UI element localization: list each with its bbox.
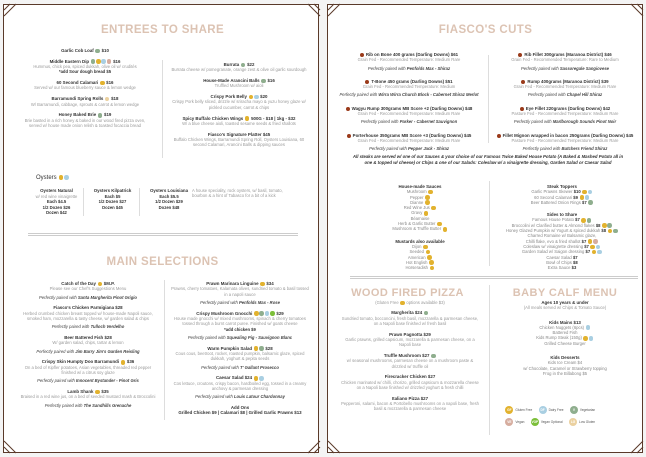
- item-description: Grain Fed - Recommended Temperature: Medium: [362, 84, 456, 90]
- item-description: Garlic prawns, grilled capsicum, mozzarella & parmesan cheese, on a Napoli base: [345, 336, 475, 348]
- list-item-name: American: [407, 254, 426, 260]
- item-description: Burrata cheese w/ pomegranate, orange zest & olive oil garlic sourdough: [171, 67, 307, 73]
- item-description: Grain Fed - Recommended Temperature: Medium Rare: [357, 111, 461, 117]
- lg-diet-icon: LG: [570, 420, 576, 424]
- pairing-prefix: Perfectly paired with: [201, 364, 240, 370]
- wine-name: Chapel Hill Shiraz: [566, 92, 603, 98]
- list-heading: Kids Desserts: [550, 355, 580, 361]
- list-item-name: Dianne: [410, 199, 424, 205]
- wine-name: Tulloch Verdelho: [90, 324, 125, 330]
- cuts-title: FIASCO'S CUTS: [438, 24, 533, 36]
- list-item-name: Honey Glazed Pumpkin w/ Yogurt & spiced dukkah: [505, 228, 601, 234]
- addons-list: Grilled Chicken $9 | Calamari $8 | Grilled Garlic Prawns $13: [178, 410, 302, 416]
- item-name: Burrata: [223, 62, 240, 67]
- item-name: Crispy Mushroom Gnocchi: [196, 310, 253, 316]
- list-item-name: Beer Battered Onion Rings: [530, 199, 581, 205]
- item-name: Italiano Pizza $27: [391, 395, 429, 401]
- oysters-note: A house speciality, rock oysters, w/ basil, tomato, bourbon & a hint of Tabasco for a bit of a kick: [192, 188, 283, 199]
- wine-name: Butchers Friend Shiraz: [561, 146, 608, 152]
- v-diet-icon: V: [570, 406, 578, 414]
- item-price: $29: [276, 310, 284, 316]
- list-item-name: Battered Fish: [552, 330, 578, 336]
- item-name: Crispy Pork Belly: [210, 94, 247, 100]
- item-name: Firecracker Chicken $27: [384, 374, 436, 380]
- item-price: $10: [101, 48, 109, 53]
- pairing-prefix: Perfectly paired with: [522, 146, 562, 152]
- item-name: Fiasco's Chicken Parmigiana: [53, 305, 115, 311]
- list-item-name: Gravy: [411, 210, 423, 216]
- item-description: Truffled Mushroom w/ aioli: [214, 83, 264, 89]
- oyster-price-each: Each $5.5: [159, 193, 179, 199]
- list-item-name: Bowl of Chips: [546, 259, 572, 265]
- item-price: $28: [104, 335, 112, 341]
- pairing-prefix: Perfectly paired with: [36, 348, 76, 354]
- list-item-name: Herb & Garlic Butter: [397, 221, 436, 227]
- mains-title: MAIN SELECTIONS: [106, 256, 219, 268]
- pairing-prefix: Perfectly paired with: [527, 92, 567, 98]
- list-item-name: Grilled Cheese Burger: [544, 340, 586, 346]
- list-item-name: Extra Sauce: [547, 265, 571, 271]
- pairing-prefix: Perfectly paired with: [51, 324, 91, 330]
- item-description: Braised in a red wine jus, on a bed of seeded mustard mash & Broccolini: [20, 394, 156, 400]
- item-price: $28: [265, 345, 273, 351]
- pairing-prefix: Perfectly paired with: [513, 119, 553, 125]
- list-heading: Steak Toppers: [547, 184, 577, 189]
- list-item-name: Garden Salad w/ Saigon dressing: [521, 249, 585, 255]
- vop-diet-icon: VOP: [531, 420, 539, 424]
- item-name: Rib Fillet 300grams (Maranoa District) $46: [524, 52, 612, 57]
- item-addon: *add Sour dough bread $5: [58, 69, 112, 75]
- item-name: House-Made Arancini Balls: [203, 78, 260, 84]
- item-price: $36: [126, 359, 135, 365]
- oyster-name: Oysters Kilpatrick: [93, 188, 132, 193]
- wine-name: Penfolds Max - Rose: [238, 299, 280, 305]
- list-item-price: $9: [573, 194, 578, 200]
- item-name: Truffle Mushroom $27: [383, 353, 430, 359]
- list-item-price: $3: [571, 265, 577, 271]
- item-name: Fiasco's Signature Platter: [207, 131, 262, 137]
- list-heading: House-made Sauces: [398, 184, 442, 189]
- item-name: Fillet Mignon wrapped in bacon 250grams (Darling Downs) $45: [502, 132, 634, 138]
- item-price: $16: [267, 78, 275, 84]
- list-item-price: $8: [573, 259, 578, 265]
- pairing-prefix: Perfectly paired with: [521, 65, 560, 71]
- item-description: Herbed crumbed chicken breast topped w/ house-made Napoli sauce, smoked ham, mozzarella & tasty cheese, w/ garden salad & chips: [23, 310, 153, 321]
- pairing-prefix: Perfectly paired with: [369, 146, 408, 152]
- item-description: W/ Barramundi, cabbage, sprouts & carrot & lemon wedge: [30, 101, 140, 107]
- item-description: House made gnocchi w/ mixed mushrooms, spinach & cherry tomatoes tossed through a burnt carrot puree. Finished w/ goats cheese: [174, 315, 306, 327]
- list-heading: Mustards also available: [395, 238, 445, 244]
- list-item-name: w/ Chocolate, Caramel or Strawberry topping: [523, 365, 607, 371]
- list-item-name: Chilli flake, evo & fried shallot: [525, 238, 581, 244]
- item-price: $22: [247, 62, 255, 67]
- list-item-name: Caesar Salad: [546, 254, 572, 260]
- oyster-name: Oysters Louisiana: [149, 188, 189, 193]
- list-item-price: $7: [584, 243, 589, 249]
- oyster-name: Oysters Natural: [40, 188, 73, 193]
- item-description: Please see our Chef's Suggestions Menu: [49, 286, 127, 292]
- item-description: Prawns, cherry tomatoes, Kalamata olives, sundried tomato & basil tossed in a napoli sauce: [171, 286, 309, 297]
- pairing-prefix: Perfectly paired with: [195, 394, 234, 400]
- item-price: $35: [101, 389, 109, 395]
- pizza-title: WOOD FIRED PIZZA: [351, 287, 464, 299]
- item-name: Rib on Bone 400 grams (Darling Downs) $61: [365, 52, 459, 57]
- item-name: Catch of the Day: [61, 281, 96, 286]
- list-item-name: Dijon: [411, 243, 422, 249]
- legend-label: Gluten Free: [515, 408, 533, 412]
- item-description: Grain Fed - Recommended Temperature: Medium Rare: [357, 137, 461, 143]
- wine-name: Innocent Bystander - Pinot Gris: [76, 378, 139, 384]
- item-description: Grain Fed - Recommended Temperature: Rare to Medium: [511, 57, 619, 63]
- list-item-name: Pepper: [409, 194, 424, 200]
- wine-name: Santa Margherita Pinot Grigio: [77, 294, 137, 300]
- item-name: Garlic Cob Loaf: [61, 48, 94, 53]
- list-item-name: Hot English: [406, 259, 428, 265]
- item-price: $28: [115, 305, 123, 311]
- gf-diet-icon: GF: [507, 408, 512, 412]
- item-name: Crispy Skin Humpty Doo Barramundi: [41, 359, 120, 365]
- pairing-prefix: Perfectly paired with: [187, 334, 227, 340]
- kids-ages: Ages 10 years & under: [541, 300, 589, 305]
- item-name: Honey Baked Brie: [58, 112, 97, 118]
- item-description: Brie basted in a rich honey & baked in our wood fired pizza oven, served w/ house made onion relish & toasted focaccia bread: [24, 117, 146, 128]
- item-name: Margherita $24: [391, 310, 423, 316]
- wine-name: Pepper Jack - Shiraz: [407, 146, 449, 152]
- pairing-prefix: Perfectly paired with: [367, 65, 407, 71]
- item-description: Hummus, chick pea, spiced dukkah, olive oil w/ crudités: [33, 64, 137, 70]
- item-name: T-Bone 450 grams (Darling Downs) $51: [371, 78, 453, 84]
- list-item-price: $8: [601, 228, 607, 234]
- legend-label: Vegan Optional: [540, 420, 563, 424]
- list-item-price: $7: [585, 249, 591, 255]
- list-item-price: $7: [581, 238, 587, 244]
- ve-diet-icon: VE: [507, 420, 512, 424]
- list-item-name: Charred Romaine w/ Balsamic glaze,: [527, 233, 597, 239]
- pairing-prefix: Perfectly paired with: [200, 299, 239, 305]
- item-description: Pasture Fed - Recommended Temperature: Medium Rare: [511, 137, 619, 143]
- list-item-name: Coleslaw w/ vinaigrette dressing: [523, 243, 584, 249]
- item-description: W/ a blue cheese aioli, toasted sesame seeds & fried shallots: [182, 120, 296, 126]
- item-description: On a bed of Kipfler potatoes, Asian vegetables, threaded red pepper finished w/ a citrus soy glaze: [24, 364, 152, 376]
- item-name: Beer Battered Fish: [64, 335, 104, 341]
- item-price: $16: [106, 80, 114, 86]
- wine-name: Louis Latour Chardonnay: [233, 394, 285, 400]
- item-description: Cos lettuce, croutons, crispy bacon, hardboiled egg, tossed in a creamy anchovy & parmesan dressing: [173, 380, 307, 391]
- wine-name: Wirra Wirra Church Block - Cabernet Shiraz Merlot: [378, 92, 479, 98]
- oyster-price-half: 1/2 Dozen $26: [42, 204, 71, 210]
- list-item-name: Kids Rump Steak (150g): [536, 335, 582, 341]
- item-name: Barramundi Spring Rolls: [51, 96, 104, 102]
- item-name: Eye Fillet 220grams (Darling Downs) $42: [525, 105, 611, 111]
- item-description: W/ garden salad, chips, tartar & lemon: [52, 340, 124, 346]
- pairing-prefix: Perfectly paired with: [37, 378, 77, 384]
- item-price: $45: [262, 131, 271, 137]
- item-addon: *add chicken $9: [224, 326, 256, 332]
- item-price: $M.P.: [103, 281, 115, 286]
- wine-name: Squealing Pig - Sauvignon Blanc: [226, 334, 293, 340]
- wine-name: Sassoregale Sangiovese: [559, 65, 609, 71]
- wine-name: Penfolds Max - Shiraz: [406, 65, 451, 71]
- steak-serving-note: All steaks are served w/ one of our Sauces & your choice of our Famous Twice Baked House Potato (A Baked & Mashed Potato all in one & topped w/ cheese) or Chips & one of our Salads: Coleslaw w/ a vinaigrette dressing, Garden Salad or Caesar Salad: [352, 154, 624, 165]
- oyster-price-dozen: Dozen $42: [46, 210, 67, 216]
- legend-label: Vegetarian: [579, 408, 596, 412]
- item-name: Rump 400grams (Maranoa District) $39: [527, 78, 609, 84]
- pairing-prefix: Perfectly paired with: [39, 294, 78, 300]
- oyster-price-each: Each $4.5: [46, 199, 67, 205]
- item-description: Grain Fed - Recommended Temperature: Medium Rare: [513, 84, 617, 90]
- addons-title: Add Ons: [230, 405, 250, 411]
- list-item-name: Broccolini w/ Clarified butter & Almond flakes: [511, 222, 595, 228]
- item-name: Porterhouse 350grams MB Score +3 (Darling Downs) $45: [352, 132, 472, 138]
- item-price: 500G - $18 | 1kg - $32: [251, 115, 296, 121]
- kids-title: BABY CALF MENU: [512, 287, 618, 299]
- list-item-name: Chicken Nuggets (6pcs): [539, 324, 585, 330]
- legend-label: Vegan: [515, 420, 525, 424]
- item-price: $20: [260, 94, 268, 100]
- item-price: $16: [113, 58, 121, 64]
- list-item-name: Garlic Prawns Skewer: [531, 189, 573, 195]
- wine-name: Jim Barry Jim's Garden Reisling: [75, 348, 140, 354]
- list-item-name: 60 Second Calamari: [534, 194, 573, 200]
- item-name: Wagyu Rump 300grams MB Score +2 (Darling Downs) $48: [351, 105, 473, 111]
- item-description: Served w/ our famous blueberry sauce & lemon wedge: [34, 85, 136, 91]
- pizza-note-a: (Gluten Free: [375, 300, 400, 305]
- oyster-price-half: 1/2 Dozen $27: [98, 199, 127, 205]
- oyster-price-each: Each $5: [104, 193, 121, 199]
- list-item-name: Kids Ice Cream $4: [547, 360, 583, 366]
- pairing-prefix: Perfectly paired with: [360, 119, 400, 125]
- list-item-price: $8: [595, 222, 601, 228]
- item-name: Prawn Pagnotta $29: [389, 331, 431, 337]
- oyster-price-half: 1/2 Dozen $29: [155, 199, 183, 205]
- list-item-price: $7: [582, 199, 587, 205]
- list-item-name: Famous House Potato: [532, 217, 574, 223]
- wine-name: Marlborough Sounds Pinot Noir: [552, 119, 617, 125]
- list-heading: Kids Mains $13: [549, 319, 581, 325]
- item-price: $18: [111, 96, 119, 102]
- corner-ornament: [4, 4, 16, 16]
- list-item-name: Red Wine Jus: [403, 205, 430, 211]
- pizza-note-b: options available $3): [405, 300, 445, 305]
- oyster-price-dozen: Dozen $48: [158, 204, 180, 210]
- list-item-name: Béarnaise: [410, 215, 430, 221]
- wine-name: The Sandhills Grenache: [83, 402, 132, 408]
- list-item-name: Seeded: [409, 249, 424, 255]
- legend-label: Dairy Free: [548, 408, 564, 412]
- list-item-name: Horseradish: [405, 265, 429, 271]
- list-item-price: $10: [573, 189, 581, 195]
- item-name: Prawn Marinara Linguine: [206, 281, 259, 286]
- wine-name: Parker - Cabernet Sauvignon: [399, 119, 458, 125]
- oyster-price-dozen: Dozen $45: [102, 204, 123, 210]
- list-item-name: Mushroom & Truffle Butter: [392, 226, 442, 232]
- list-item-price: $7: [575, 217, 580, 223]
- item-name: Lamb Shank: [67, 389, 94, 395]
- item-name: Warm Pumpkin Salad: [207, 345, 253, 351]
- oysters-title: Oysters: [36, 175, 57, 181]
- item-description: Sundried tomato, bocconcini, fresh basil, mozzarella & parmesan cheese, on a Napoli base finished w/ fresh basil: [341, 315, 479, 326]
- item-name: Caesar Salad $24: [215, 375, 253, 381]
- legend-label: Low Gluten: [579, 420, 596, 424]
- list-item-price: $7: [572, 254, 578, 260]
- item-description: Pepperoni, salami, bacon & Portobello mushrooms on a napoli base, fresh basil & mozzarella & parmesan cheese: [341, 401, 479, 412]
- list-item-name: Frog in the Billabong $5: [542, 370, 588, 376]
- pairing-prefix: Perfectly paired with: [44, 402, 84, 408]
- entrees-title: ENTREES TO SHARE: [100, 24, 225, 36]
- item-description: w/ seasonal mushrooms, parmesan cheese on a mushroom paste & drizzled w/ truffle oil: [346, 358, 474, 369]
- item-description: Grain Fed - Recommended Temperature: Medium Rare: [357, 57, 461, 63]
- item-name: 60 Second Calamari: [56, 80, 99, 86]
- oyster-sub: w/ red wine vinaigrette: [35, 193, 78, 199]
- pairing-prefix: Perfectly paired with: [339, 92, 379, 98]
- item-description: Chicken marinated w/ chilli, chorizo, grilled capsicum & mozzarella cheese on a Napoli base finished w/ drizzled yoghurt & fresh chilli: [341, 379, 479, 391]
- list-heading: Sides to Share: [546, 212, 578, 218]
- item-price: $34: [266, 281, 274, 286]
- item-name: Middle Eastern Dip: [49, 58, 90, 64]
- item-description: Buffalo Chicken Wings, Barramundi Spring Roll, Oysters Louisiana, 60 second Calamari, Arancini Balls & dipping sauces: [173, 136, 305, 148]
- list-item-name: Mushroom: [406, 189, 427, 195]
- item-description: Crispy Pork belly sliced, drizzle w/ sriracha mayo & yuzu honey glaze w/ pickled cucumber, carrot & chips: [172, 99, 306, 110]
- kids-served-note: (All meals served w/ Chips & Tomato Sauce): [523, 305, 607, 311]
- item-name: Spicy Buffalo Chicken Wings: [182, 115, 244, 121]
- item-description: Cous cous, beetroot, rocket, roasted pumpkin, balsamic glaze, spiced dukkah, yoghurt & pepita seeds: [175, 350, 305, 362]
- item-price: $19: [104, 112, 112, 118]
- wine-name: T' Gallant Prosecco: [239, 364, 279, 370]
- item-description: Pasture Fed - Recommended Temperature: Medium Rare: [511, 111, 619, 117]
- df-diet-icon: DF: [540, 408, 545, 412]
